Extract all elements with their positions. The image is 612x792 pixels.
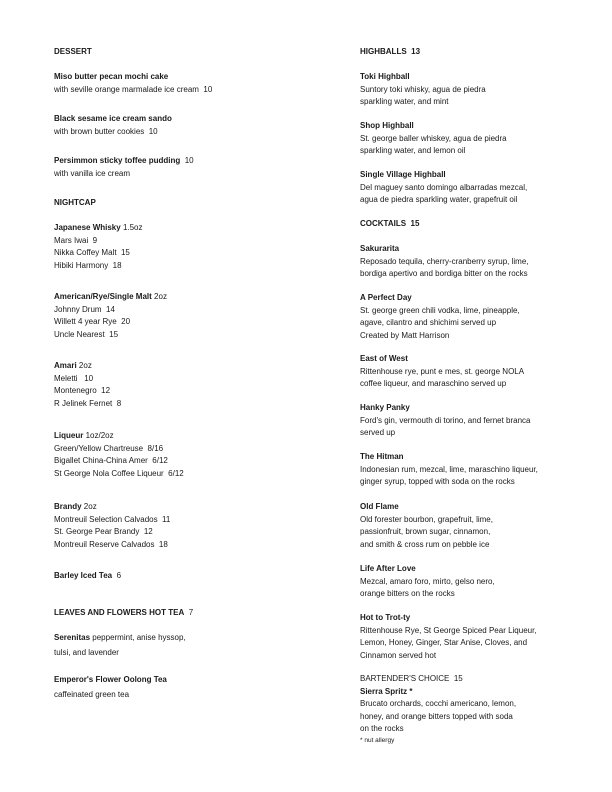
dessert-item-price: 10 xyxy=(148,126,158,136)
drink-desc: agave, cilantro and shichimi served up xyxy=(360,318,497,327)
group-size: 2oz xyxy=(83,502,97,511)
dessert-item-desc: with brown butter cookies xyxy=(54,126,145,136)
drink-desc: sparkling water, and lemon oil xyxy=(360,146,466,155)
drink-item xyxy=(360,169,527,207)
dessert-item-name: Black sesame ice cream sando xyxy=(54,114,172,123)
drink-name: Old Flame xyxy=(360,502,399,511)
drink-desc: ginger syrup, topped with soda on the rocks xyxy=(360,477,515,486)
nightcap-group xyxy=(54,430,184,480)
tea-name: Emperor's Flower Oolong Tea xyxy=(54,675,167,684)
drink-item xyxy=(360,292,520,342)
drink-credit: Created by Matt Harrison xyxy=(360,330,450,340)
drink-name: East of West xyxy=(360,354,408,363)
drink-desc: bordiga apertivo and bordiga bitter on the rocks xyxy=(360,269,528,278)
drink-name: A Perfect Day xyxy=(360,293,412,302)
nightcap-heading: NIGHTCAP xyxy=(54,198,96,207)
tea-heading: LEAVES AND FLOWERS HOT TEA xyxy=(54,608,185,617)
drink-desc: agua de piedra sparkling water, grapefruit oil xyxy=(360,195,518,204)
drink-desc: Cinnamon served hot xyxy=(360,650,437,660)
dessert-item xyxy=(54,113,172,138)
drink-desc: coffee liqueur, and maraschino served up xyxy=(360,379,507,388)
dessert-item-name: Miso butter pecan mochi cake xyxy=(54,72,169,81)
drink-desc: Ford's gin, vermouth di torino, and fernet branca xyxy=(360,415,531,425)
nightcap-group xyxy=(54,222,143,272)
drink-item xyxy=(360,353,524,391)
drink-desc: passionfruit, brown sugar, cinnamon, xyxy=(360,527,491,536)
tea-desc: peppermint, anise hyssop, xyxy=(92,633,186,642)
list-item: Nikka Coffey Malt 15 xyxy=(54,248,130,257)
list-item: Meletti 10 xyxy=(54,373,94,383)
drink-desc: Del maguey santo domingo albarradas mezcal, xyxy=(360,182,528,192)
drink-desc: St. george baller whiskey, agua de piedra xyxy=(360,133,507,143)
drink-name: Shop Highball xyxy=(360,121,414,130)
group-size: 2oz xyxy=(78,361,92,370)
drink-item xyxy=(360,501,493,551)
bartender-price: 15 xyxy=(453,674,463,683)
tea-item xyxy=(54,632,186,659)
drink-item xyxy=(360,120,507,158)
drink-desc: honey, and orange bitters topped with soda xyxy=(360,711,513,721)
drink-desc: on the rocks xyxy=(360,724,404,733)
group-name: Japanese Whisky xyxy=(54,223,121,232)
dessert-item-price: 10 xyxy=(184,156,194,165)
barley-iced-tea xyxy=(54,570,121,583)
drink-desc: Reposado tequila, cherry-cranberry syrup, lime, xyxy=(360,256,529,266)
list-item: Willett 4 year Rye 20 xyxy=(54,317,131,326)
cocktails-heading: COCKTAILS xyxy=(360,219,407,228)
tea-price: 7 xyxy=(188,608,194,617)
drink-desc: St. george green chili vodka, lime, pineapple, xyxy=(360,305,520,315)
drink-desc: and smith & cross rum on pebble ice xyxy=(360,539,490,549)
nightcap-group xyxy=(54,291,167,341)
cocktails-heading-row xyxy=(360,218,419,231)
drink-name: Toki Highball xyxy=(360,72,410,81)
dessert-item-desc: with seville orange marmalade ice cream xyxy=(54,84,199,94)
list-item: Hibiki Harmony 18 xyxy=(54,260,122,270)
drink-name: Single Village Highball xyxy=(360,170,446,179)
drink-desc: Old forester bourbon, grapefruit, lime, xyxy=(360,514,493,524)
list-item: Johnny Drum 14 xyxy=(54,304,115,314)
drink-desc: orange bitters on the rocks xyxy=(360,589,455,598)
drink-desc: Indonesian rum, mezcal, lime, maraschino liqueur, xyxy=(360,464,538,474)
drink-item xyxy=(360,243,529,281)
drink-desc: served up xyxy=(360,428,396,437)
group-name: Liqueur xyxy=(54,431,84,440)
drink-name: Sierra Spritz * xyxy=(360,686,413,696)
drink-name: The Hitman xyxy=(360,452,404,461)
dessert-item-price: 10 xyxy=(203,84,213,94)
drink-item xyxy=(360,71,486,109)
dessert-item xyxy=(54,71,212,96)
drink-name: Life After Love xyxy=(360,564,416,573)
list-item: St George Nola Coffee Liqueur 6/12 xyxy=(54,468,184,478)
drink-desc: sparkling water, and mint xyxy=(360,97,449,106)
list-item: Bigallet China-China Amer 6/12 xyxy=(54,456,168,465)
barley-price: 6 xyxy=(116,571,122,580)
highballs-heading: HIGHBALLS xyxy=(360,47,407,56)
tea-name: Serenitas xyxy=(54,633,91,642)
dessert-item-name: Persimmon sticky toffee pudding xyxy=(54,156,181,165)
drink-name: Hot to Trot-ty xyxy=(360,613,411,622)
drink-name: Hanky Panky xyxy=(360,403,410,412)
dessert-section xyxy=(54,46,92,59)
drink-desc: Mezcal, amaro foro, mirto, gelso nero, xyxy=(360,576,495,586)
list-item: Uncle Nearest 15 xyxy=(54,329,119,339)
highballs-price: 13 xyxy=(411,47,421,56)
tea-heading-row xyxy=(54,607,193,620)
drink-item xyxy=(360,612,537,662)
dessert-item-desc: with vanilla ice cream xyxy=(54,168,131,178)
drink-item xyxy=(360,402,531,440)
drink-desc: Suntory toki whisky, agua de piedra xyxy=(360,84,486,94)
barley-name: Barley Iced Tea xyxy=(54,571,113,580)
bartender-heading: BARTENDER'S CHOICE xyxy=(360,674,450,683)
drink-name: Sakurarita xyxy=(360,244,400,253)
drink-item xyxy=(360,563,495,601)
list-item: Mars Iwai 9 xyxy=(54,235,98,245)
list-item: Montreuil Reserve Calvados 18 xyxy=(54,539,168,549)
list-item: R Jelinek Fernet 8 xyxy=(54,398,122,408)
list-item: Montenegro 12 xyxy=(54,386,111,395)
bartender-choice xyxy=(360,673,516,745)
dessert-item xyxy=(54,155,194,180)
drink-desc: Rittenhouse Rye, St George Spiced Pear Liqueur, xyxy=(360,625,537,635)
nightcap-group xyxy=(54,501,170,551)
cocktails-price: 15 xyxy=(410,219,420,228)
nightcap-group xyxy=(54,360,121,410)
highballs-heading-row xyxy=(360,46,420,59)
allergy-note: * nut allergy xyxy=(360,736,395,744)
tea-desc: caffeinated green tea xyxy=(54,689,130,699)
list-item: Montreuil Selection Calvados 11 xyxy=(54,514,171,524)
tea-desc: tulsi, and lavender xyxy=(54,647,119,657)
list-item: Green/Yellow Chartreuse 8/16 xyxy=(54,443,164,453)
drink-desc: Brucato orchards, cocchi americano, lemon, xyxy=(360,699,517,708)
group-name: Amari xyxy=(54,361,77,370)
group-size: 1.5oz xyxy=(122,223,143,232)
dessert-heading: DESSERT xyxy=(54,47,92,56)
group-size: 2oz xyxy=(154,292,167,301)
group-size: 1oz/2oz xyxy=(85,431,114,440)
list-item: St. George Pear Brandy 12 xyxy=(54,527,153,536)
drink-desc: Lemon, Honey, Ginger, Star Anise, Cloves, and xyxy=(360,638,528,647)
group-name: American/Rye/Single Malt xyxy=(54,292,152,301)
tea-item xyxy=(54,674,167,701)
group-name: Brandy xyxy=(54,502,82,511)
drink-item xyxy=(360,451,538,489)
drink-desc: Rittenhouse rye, punt e mes, st. george NOLA xyxy=(360,366,525,376)
